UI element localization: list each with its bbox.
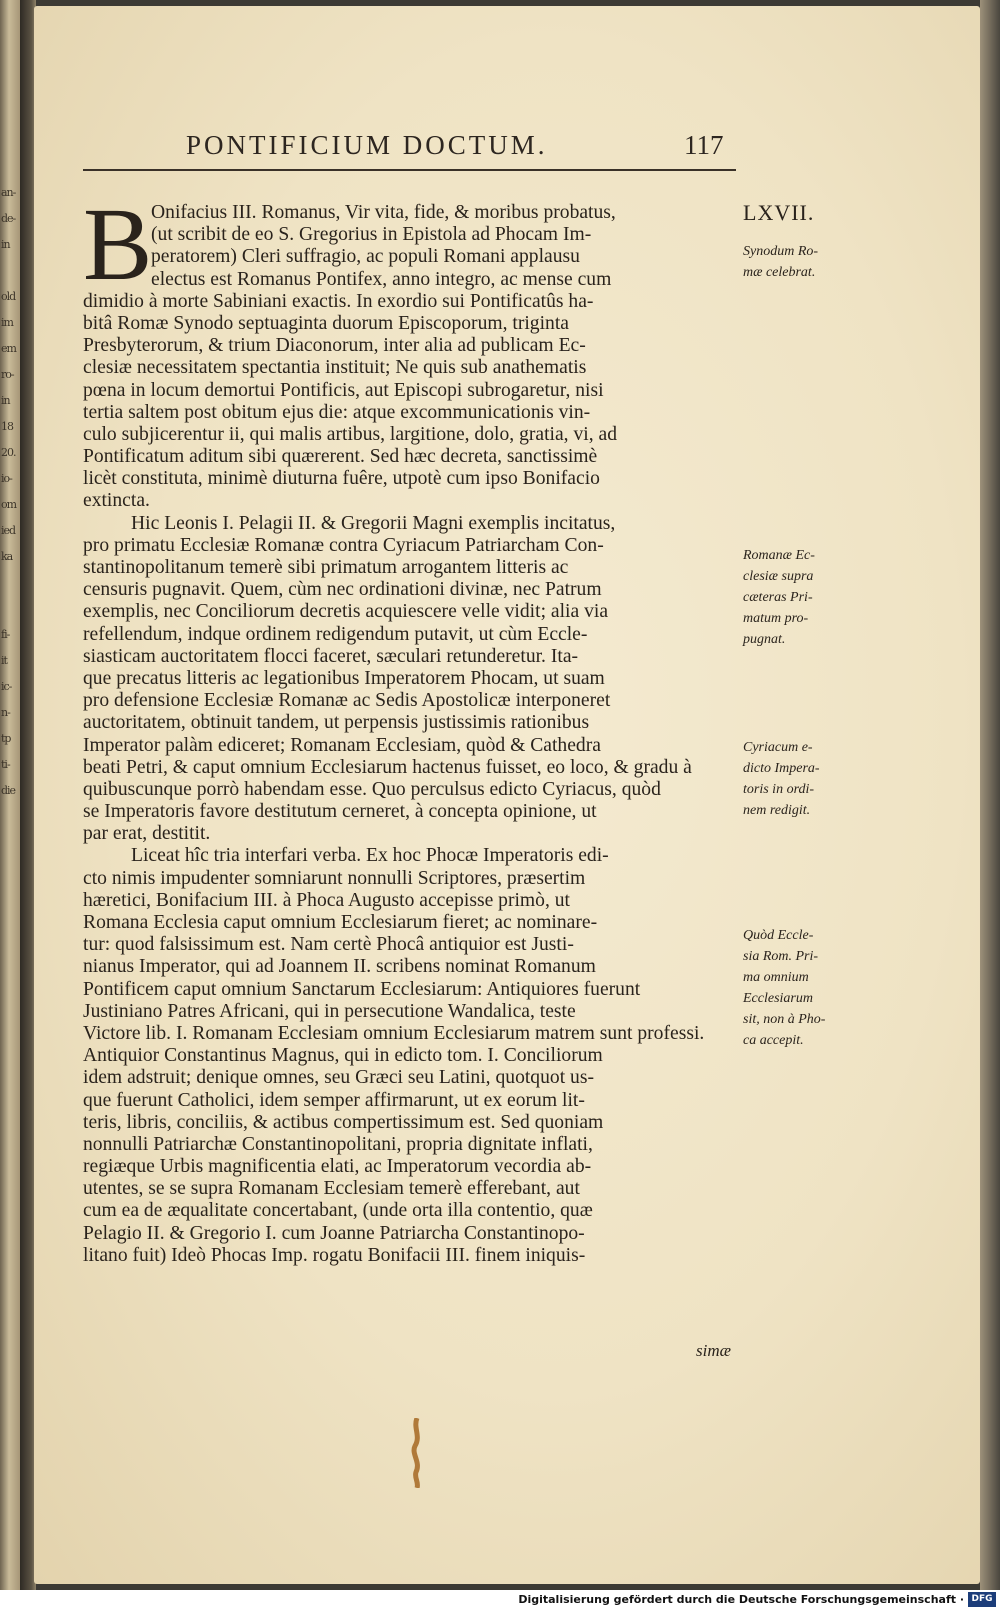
text-line: Imperator palàm ediceret; Romanam Ecclesiam, quòd & Cathedra (83, 734, 601, 756)
left-page-fragments: an- de- in old im em ro- in 18 20. io- om ied ka fi- it ic- n- tp ti- die (1, 186, 17, 797)
text-line: hæretici, Bonifacium III. à Phoca Augusto accepisse primò, ut (83, 889, 571, 911)
text-line: pœna in locum demortui Pontificis, aut Episcopi subrogaretur, nisi (83, 379, 604, 401)
text-line: Pelagio II. & Gregorio I. cum Joanne Patriarcha Constantinopo- (83, 1222, 585, 1244)
text-line: dimidio à morte Sabiniani exactis. In exordio sui Pontificatûs ha- (83, 290, 594, 312)
text-line: beati Petri, & caput omnium Ecclesiarum hactenus fuisset, eo loco, & gradu à (83, 756, 692, 778)
text-line: Onifacius III. Romanus, Vir vita, fide, & moribus probatus, (151, 202, 616, 223)
marginal-note: Synodum Ro- mæ celebrat. (743, 244, 819, 280)
text-line: electus est Romanus Pontifex, anno integro, ac mense cum (151, 268, 612, 290)
text-line: litano fuit) Ideò Phocas Imp. rogatu Bonifacii III. finem iniquis- (83, 1244, 586, 1266)
text-line: par erat, destitit. (83, 823, 211, 845)
page-number: 117 (684, 130, 724, 160)
text-line: Liceat hîc tria interfari verba. Ex hoc Phocæ Imperatoris edi- (131, 845, 609, 867)
text-line: quibuscunque porrò habendam esse. Quo perculsus edicto Cyriacus, quòd (83, 778, 661, 800)
text-line: idem adstruit; denique omnes, seu Græci seu Latini, quotquot us- (83, 1067, 594, 1089)
text-line: Pontificatum aditum sibi quærerent. Sed hæc decreta, sanctissimè (83, 446, 598, 468)
text-line: censuris pugnavit. Quem, cùm nec ordinationi divinæ, nec Patrum (83, 579, 602, 601)
text-line: Hic Leonis I. Pelagii II. & Gregorii Magni exemplis incitatus, (131, 512, 616, 534)
text-line: exemplis, nec Conciliorum decretis acquiescere velle vidit; alia via (83, 601, 609, 623)
marginal-note: Cyriacum e- dicto Impera- toris in ordi- nem redigit. (743, 740, 820, 818)
text-line: Justiniano Patres Africani, qui in persecutione Wandalica, teste (83, 1000, 576, 1022)
text-line: pro defensione Ecclesiæ Romanæ ac Sedis Apostolicæ interponeret (83, 690, 611, 712)
text-line: cum ea de æqualitate concertabant, (unde orta illa contentio, quæ (83, 1200, 593, 1222)
text-line: extincta. (83, 490, 150, 512)
bookmark-ribbon-icon (409, 1418, 425, 1488)
left-page-edge (0, 0, 20, 1590)
funding-notice: Digitalisierung gefördert durch die Deutsche Forschungsgemeinschaft · (518, 1593, 964, 1606)
text-line: cto nimis impudenter somniarunt nonnulli Scriptores, præsertim (83, 867, 586, 889)
text-line: stantinopolitanum temerè sibi primatum arrogantem litteris ac (83, 557, 569, 578)
text-line: nonnulli Patriarchæ Constantinopolitani, propria dignitate inflati, (83, 1133, 593, 1155)
text-line: teris, libris, conciliis, & actibus compertissimum est. Sed quoniam (83, 1111, 604, 1133)
text-line: refellendum, indque ordinem redigendum putavit, ut cùm Eccle- (83, 623, 588, 645)
text-line: utentes, se se supra Romanam Ecclesiam temerè efferebant, aut (83, 1178, 580, 1200)
text-line: licèt constituta, minimè diuturna fuêre, utpotè cum ipso Bonifacio (83, 468, 600, 490)
text-line: culo subjicerentur ii, qui malis artibus, largitione, dolo, gratia, vi, ad (83, 423, 617, 445)
drop-cap-letter: B (83, 187, 153, 302)
text-line: regiæque Urbis magnificentia elati, ac Imperatorum vecordia ab- (83, 1156, 592, 1178)
text-line: Pontificem caput omnium Sanctarum Ecclesiarum: Antiquiores fuerunt (83, 978, 641, 1000)
marginal-note: Quòd Eccle- sia Rom. Pri- ma omnium Ecclesiarum sit, non à Pho- ca accepit. (743, 928, 826, 1048)
catchword: simæ (696, 1341, 731, 1360)
text-line: tertia saltem post obitum ejus die: atque excommunicationis vin- (83, 401, 591, 423)
running-title: PONTIFICIUM DOCTUM. (186, 130, 548, 160)
text-line: (ut scribit de eo S. Gregorius in Epistola ad Phocam Im- (151, 224, 592, 246)
header-rule (83, 169, 736, 171)
text-line: clesiæ necessitatem spectantia instituit; Ne quis sub anathematis (83, 357, 587, 379)
text-line: pro primatu Ecclesiæ Romanæ contra Cyriacum Patriarcham Con- (83, 534, 604, 556)
footer-bar (0, 1590, 1000, 1611)
right-page-edge (980, 0, 1000, 1590)
text-line: siasticam auctoritatem flocci faceret, sæculari retunderetur. Ita- (83, 645, 579, 667)
text-line: auctoritatem, obtinuit tandem, ut perpensis justissimis rationibus (83, 712, 590, 734)
text-line: nianus Imperator, qui ad Joannem II. scribens nominat Romanum (83, 956, 596, 978)
text-line: Victore lib. I. Romanam Ecclesiam omnium Ecclesiarum matrem sunt professi. (83, 1022, 705, 1044)
main-text-column (83, 187, 736, 1267)
text-line: peratorem) Cleri suffragio, ac populi Romani applausu (151, 246, 580, 268)
body-lines (83, 291, 736, 1267)
text-line: que precatus litteris ac legationibus Imperatorem Phocam, ut suam (83, 667, 605, 689)
text-line: bitâ Romæ Synodo septuaginta duorum Episcoporum, triginta (83, 312, 569, 334)
text-line: Presbyterorum, & trium Diaconorum, inter alia ad publicam Ec- (83, 335, 586, 357)
text-line: Romana Ecclesia caput omnium Ecclesiarum fieret; ac nominare- (83, 912, 598, 933)
text-line: que fuerunt Catholici, idem semper affirmarunt, ut ex eorum lit- (83, 1089, 585, 1111)
marginal-note: Romanæ Ec- clesiæ supra cæteras Pri- matum pro- pugnat. (743, 548, 815, 647)
text-line: tur: quod falsissimum est. Nam certè Phocâ antiquior est Justi- (83, 934, 574, 956)
chapter-number: LXVII. (743, 200, 815, 225)
dfg-logo: DFG (968, 1592, 996, 1607)
text-line: Antiquior Constantinus Magnus, qui in edicto tom. I. Conciliorum (83, 1045, 603, 1067)
text-line: se Imperatoris favore destitutum cerneret, à concepta opinione, ut (83, 801, 597, 823)
